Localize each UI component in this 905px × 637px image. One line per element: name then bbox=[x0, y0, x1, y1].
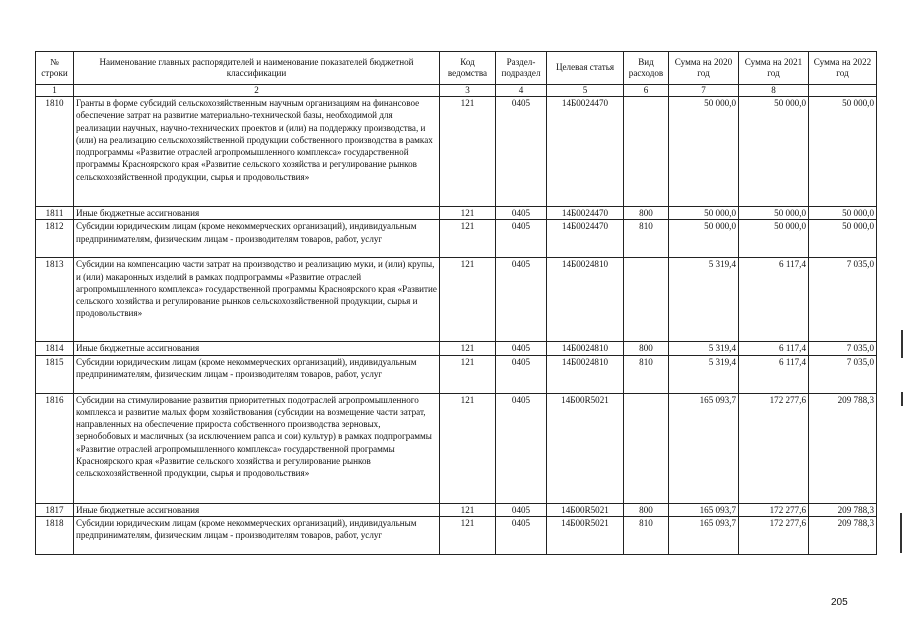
row-target-article: 14Б0024810 bbox=[547, 342, 624, 355]
row-department-code: 121 bbox=[440, 516, 496, 554]
scan-edge-mark bbox=[900, 513, 902, 553]
row-number: 1814 bbox=[36, 342, 74, 355]
table-row bbox=[36, 503, 877, 516]
row-target-article: 14Б00R5021 bbox=[547, 503, 624, 516]
budget-table bbox=[35, 51, 877, 555]
row-sum-2022: 209 788,3 bbox=[809, 516, 877, 554]
row-expense-kind: 810 bbox=[624, 355, 669, 393]
row-sum-2020: 5 319,4 bbox=[669, 342, 739, 355]
row-expense-kind bbox=[624, 258, 669, 342]
row-number: 1818 bbox=[36, 516, 74, 554]
column-number bbox=[809, 85, 877, 97]
row-section: 0405 bbox=[496, 355, 547, 393]
row-target-article: 14Б0024470 bbox=[547, 207, 624, 220]
table-row bbox=[36, 516, 877, 554]
column-number: 5 bbox=[547, 85, 624, 97]
row-name: Иные бюджетные ассигнования bbox=[74, 207, 440, 220]
row-department-code: 121 bbox=[440, 220, 496, 258]
column-number: 3 bbox=[440, 85, 496, 97]
table-row bbox=[36, 355, 877, 393]
row-section: 0405 bbox=[496, 342, 547, 355]
row-department-code: 121 bbox=[440, 207, 496, 220]
table-row bbox=[36, 342, 877, 355]
table-row bbox=[36, 258, 877, 342]
row-section: 0405 bbox=[496, 503, 547, 516]
row-expense-kind: 800 bbox=[624, 207, 669, 220]
row-number: 1811 bbox=[36, 207, 74, 220]
row-name: Гранты в форме субсидий сельскохозяйственным научным организациям на финансовое обеспечение затрат на развитие материально-технической базы, необходимой для реализации научных, научно-технических проектов и (или) на поддержку производства, и (или) на реализацию сельскохозяйственной продукции собственного производства в рамках подпрограммы «Развитие отраслей агропромышленного комплекса» государственной программы Красноярского края «Развитие сельского хозяйства и регулирование рынков сельскохозяйственной продукции, сырья и продовольствия» bbox=[74, 97, 440, 207]
row-sum-2022: 50 000,0 bbox=[809, 207, 877, 220]
row-sum-2021: 172 277,6 bbox=[739, 393, 809, 503]
row-target-article: 14Б0024470 bbox=[547, 97, 624, 207]
column-number: 8 bbox=[739, 85, 809, 97]
row-expense-kind: 800 bbox=[624, 342, 669, 355]
row-sum-2022: 7 035,0 bbox=[809, 342, 877, 355]
row-section: 0405 bbox=[496, 220, 547, 258]
row-number: 1816 bbox=[36, 393, 74, 503]
table-row bbox=[36, 220, 877, 258]
row-sum-2021: 172 277,6 bbox=[739, 516, 809, 554]
table-row bbox=[36, 393, 877, 503]
column-number: 2 bbox=[74, 85, 440, 97]
row-section: 0405 bbox=[496, 97, 547, 207]
row-expense-kind: 800 bbox=[624, 503, 669, 516]
header-expense-kind: Вид расходов bbox=[624, 52, 669, 85]
row-section: 0405 bbox=[496, 516, 547, 554]
row-target-article: 14Б0024810 bbox=[547, 258, 624, 342]
row-sum-2020: 50 000,0 bbox=[669, 220, 739, 258]
header-section: Раздел-подраздел bbox=[496, 52, 547, 85]
row-number: 1810 bbox=[36, 97, 74, 207]
row-sum-2020: 50 000,0 bbox=[669, 207, 739, 220]
row-expense-kind bbox=[624, 393, 669, 503]
row-sum-2021: 50 000,0 bbox=[739, 207, 809, 220]
row-section: 0405 bbox=[496, 393, 547, 503]
row-expense-kind bbox=[624, 97, 669, 207]
row-department-code: 121 bbox=[440, 503, 496, 516]
row-name: Субсидии юридическим лицам (кроме некоммерческих организаций), индивидуальным предпринимателям, физическим лицам - производителям товаров, работ, услуг bbox=[74, 355, 440, 393]
row-sum-2021: 172 277,6 bbox=[739, 503, 809, 516]
row-target-article: 14Б00R5021 bbox=[547, 516, 624, 554]
row-name: Субсидии юридическим лицам (кроме некоммерческих организаций), индивидуальным предпринимателям, физическим лицам - производителям товаров, работ, услуг bbox=[74, 516, 440, 554]
header-department-code: Код ведомства bbox=[440, 52, 496, 85]
row-sum-2021: 6 117,4 bbox=[739, 342, 809, 355]
row-department-code: 121 bbox=[440, 258, 496, 342]
row-sum-2022: 7 035,0 bbox=[809, 355, 877, 393]
row-expense-kind: 810 bbox=[624, 516, 669, 554]
row-department-code: 121 bbox=[440, 97, 496, 207]
header-target-article: Целевая статья bbox=[547, 52, 624, 85]
row-sum-2020: 165 093,7 bbox=[669, 503, 739, 516]
row-sum-2022: 50 000,0 bbox=[809, 97, 877, 207]
row-sum-2022: 209 788,3 bbox=[809, 503, 877, 516]
row-section: 0405 bbox=[496, 258, 547, 342]
row-name: Субсидии юридическим лицам (кроме некоммерческих организаций), индивидуальным предпринимателям, физическим лицам - производителям товаров, работ, услуг bbox=[74, 220, 440, 258]
header-sum-2022: Сумма на 2022 год bbox=[809, 52, 877, 85]
row-sum-2020: 5 319,4 bbox=[669, 355, 739, 393]
row-department-code: 121 bbox=[440, 393, 496, 503]
scan-edge-mark bbox=[901, 392, 903, 406]
column-number: 7 bbox=[669, 85, 739, 97]
row-sum-2021: 50 000,0 bbox=[739, 97, 809, 207]
row-target-article: 14Б0024470 bbox=[547, 220, 624, 258]
row-section: 0405 bbox=[496, 207, 547, 220]
row-sum-2021: 50 000,0 bbox=[739, 220, 809, 258]
column-number: 4 bbox=[496, 85, 547, 97]
row-sum-2021: 6 117,4 bbox=[739, 355, 809, 393]
row-number: 1815 bbox=[36, 355, 74, 393]
row-sum-2022: 209 788,3 bbox=[809, 393, 877, 503]
row-number: 1812 bbox=[36, 220, 74, 258]
header-name: Наименование главных распорядителей и наименование показателей бюджетной классификации bbox=[74, 52, 440, 85]
column-number: 1 bbox=[36, 85, 74, 97]
scan-edge-mark bbox=[901, 330, 903, 358]
row-sum-2022: 50 000,0 bbox=[809, 220, 877, 258]
row-number: 1813 bbox=[36, 258, 74, 342]
row-sum-2020: 165 093,7 bbox=[669, 516, 739, 554]
row-target-article: 14Б00R5021 bbox=[547, 393, 624, 503]
header-sum-2021: Сумма на 2021 год bbox=[739, 52, 809, 85]
table-row bbox=[36, 207, 877, 220]
row-name: Иные бюджетные ассигнования bbox=[74, 503, 440, 516]
column-number: 6 bbox=[624, 85, 669, 97]
row-sum-2020: 165 093,7 bbox=[669, 393, 739, 503]
row-sum-2022: 7 035,0 bbox=[809, 258, 877, 342]
header-sum-2020: Сумма на 2020 год bbox=[669, 52, 739, 85]
row-department-code: 121 bbox=[440, 355, 496, 393]
row-number: 1817 bbox=[36, 503, 74, 516]
row-expense-kind: 810 bbox=[624, 220, 669, 258]
row-sum-2020: 50 000,0 bbox=[669, 97, 739, 207]
row-sum-2020: 5 319,4 bbox=[669, 258, 739, 342]
page-number: 205 bbox=[831, 597, 848, 608]
header-row-number: № строки bbox=[36, 52, 74, 85]
row-department-code: 121 bbox=[440, 342, 496, 355]
row-name: Субсидии на стимулирование развития приоритетных подотраслей агропромышленного комплекса и развитие малых форм хозяйствования (субсидии на возмещение части затрат, направленных на обеспечение прироста собственного производства зерновых, зернобобовых и масличных (за исключением рапса и сои) культур) в рамках подпрограммы «Развитие отраслей агропромышленного комплекса» государственной программы Красноярского края «Развитие сельского хозяйства и регулирование рынков сельскохозяйственной продукции, сырья и продовольствия» bbox=[74, 393, 440, 503]
table-row bbox=[36, 97, 877, 207]
row-name: Иные бюджетные ассигнования bbox=[74, 342, 440, 355]
row-target-article: 14Б0024810 bbox=[547, 355, 624, 393]
row-sum-2021: 6 117,4 bbox=[739, 258, 809, 342]
row-name: Субсидии на компенсацию части затрат на производство и реализацию муки, и (или) крупы, и (или) макаронных изделий в рамках подпрограммы «Развитие отраслей агропромышленного комплекса» государственной программы Красноярского края «Развитие сельского хозяйства и регулирование рынков сельскохозяйственной продукции, сырья и продовольствия» bbox=[74, 258, 440, 342]
